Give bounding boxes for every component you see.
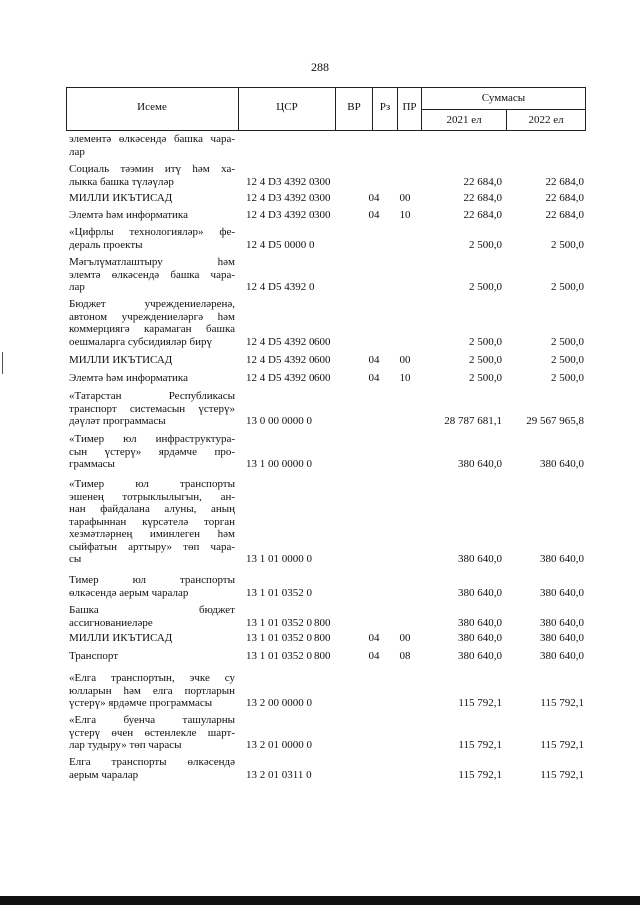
row-name-line: МИЛЛИ ИКЪТИСАД <box>69 354 173 366</box>
row-name <box>69 604 235 629</box>
row-sum-2021: 2 500,0 <box>469 238 502 251</box>
row-sum-2022: 2 500,0 <box>551 335 584 348</box>
table-row <box>0 632 640 645</box>
row-rz: 04 <box>368 209 380 221</box>
row-sum-2022: 380 640,0 <box>540 632 584 644</box>
row-name <box>69 390 235 428</box>
row-name <box>69 354 235 367</box>
row-csr: 12 4 D5 4392 0 <box>246 354 315 366</box>
table-row <box>0 650 640 663</box>
row-name-line: лар <box>69 281 85 293</box>
row-sum-2022: 22 684,0 <box>545 192 584 204</box>
row-name-line: сын үстерү» ярдәмче про- <box>69 445 235 458</box>
row-csr: 12 4 D5 0000 0 <box>246 238 315 251</box>
row-csr: 13 1 01 0352 0 <box>246 632 312 644</box>
row-vr: 800 <box>314 632 331 644</box>
table-row <box>0 714 640 752</box>
row-vr: 300 <box>314 209 331 221</box>
table-row <box>0 209 640 222</box>
row-csr: 13 1 01 0352 0 <box>246 586 312 599</box>
row-rz: 04 <box>368 192 380 204</box>
margin-mark <box>2 352 3 374</box>
header-2022: 2022 ел <box>528 114 564 126</box>
row-name-line: лыкка башка түләүләр <box>69 175 174 188</box>
row-name <box>69 714 235 752</box>
row-name <box>69 756 235 781</box>
row-csr: 12 4 D5 4392 0 <box>246 335 315 348</box>
row-sum-2021: 28 787 681,1 <box>444 415 502 427</box>
row-name <box>69 372 235 385</box>
row-name-line: дераль проекты <box>69 238 143 251</box>
row-name-line: «Тимер юл транспорты <box>69 478 235 490</box>
row-name-line: граммасы <box>69 458 115 470</box>
row-name <box>69 163 235 188</box>
row-sum-2021: 115 792,1 <box>458 739 502 751</box>
row-name-line: Бюджет учреждениеләренә, <box>69 298 235 310</box>
row-sum-2021: 2 500,0 <box>469 281 502 293</box>
row-csr: 13 1 00 0000 0 <box>246 458 312 470</box>
row-name-line: «Елга транспортын, эчке су <box>69 672 235 684</box>
row-sum-2022: 115 792,1 <box>540 697 584 709</box>
row-name-line: элемтә өлкәсендә башка чара- <box>69 268 235 281</box>
row-name-line: юлларын һәм елга портларын <box>69 684 235 697</box>
row-name-line: Елга транспорты өлкәсендә <box>69 756 235 768</box>
page-number: 288 <box>311 60 329 74</box>
row-name <box>69 433 235 471</box>
row-name-line: «Елга буенча ташуларны <box>69 714 235 726</box>
row-name-line: Элемтә һәм информатика <box>69 372 188 384</box>
row-name-line: «Цифрлы технологияләр» фе- <box>69 226 235 238</box>
row-csr: 12 4 D3 4392 0 <box>246 192 315 204</box>
row-vr: 300 <box>314 192 331 204</box>
row-sum-2021: 380 640,0 <box>458 458 502 470</box>
row-sum-2022: 115 792,1 <box>540 768 584 781</box>
row-name <box>69 574 235 599</box>
row-name-line: эшенең тотрыклылыгын, ан- <box>69 490 235 503</box>
row-name-line: хезмәтләрнең иминлеген һәм <box>69 528 235 540</box>
row-name <box>69 133 235 158</box>
row-sum-2021: 380 640,0 <box>458 650 502 662</box>
row-name <box>69 650 235 663</box>
row-csr: 13 2 00 0000 0 <box>246 697 312 709</box>
row-name-line: үстерү» ярдәмче программасы <box>69 697 213 709</box>
table-row <box>0 133 640 158</box>
row-name-line: Башка бюджет <box>69 604 235 616</box>
row-name-line: дәүләт программасы <box>69 415 166 427</box>
row-vr: 300 <box>314 175 331 188</box>
row-name-line: коммерциягә карамаган башка <box>69 323 235 335</box>
row-name <box>69 256 235 294</box>
row-name <box>69 298 235 348</box>
row-sum-2021: 380 640,0 <box>458 616 502 629</box>
table-row <box>0 226 640 251</box>
table-row <box>0 390 640 428</box>
row-name-line: ассигнованиеләре <box>69 616 153 629</box>
row-sum-2022: 380 640,0 <box>540 616 584 629</box>
row-csr: 12 4 D5 4392 0 <box>246 372 315 384</box>
row-name-line: автоном учреждениеләргә һәм <box>69 310 235 323</box>
header-vr: ВР <box>347 101 361 113</box>
row-name-line: Элемтә һәм информатика <box>69 209 188 221</box>
row-sum-2022: 380 640,0 <box>540 650 584 662</box>
row-pr: 10 <box>399 209 411 221</box>
row-name-line: тарафыннан күрсәтелә торган <box>69 515 235 528</box>
row-name-line: үстерү өчен өстенлекле шарт- <box>69 726 235 739</box>
row-name-line: лар <box>69 145 85 158</box>
row-sum-2021: 380 640,0 <box>458 632 502 644</box>
table-row <box>0 372 640 385</box>
row-name-line: сыйфатын арттыру» төп чара- <box>69 540 235 553</box>
row-csr: 13 1 01 0352 0 <box>246 616 312 629</box>
row-sum-2022: 22 684,0 <box>545 209 584 221</box>
table-row <box>0 354 640 367</box>
row-rz: 04 <box>368 354 380 366</box>
row-name-line: МИЛЛИ ИКЪТИСАД <box>69 192 173 204</box>
row-name-line: Транспорт <box>69 650 119 662</box>
table-row <box>0 478 640 566</box>
row-name-line: МИЛЛИ ИКЪТИСАД <box>69 632 173 644</box>
scan-bottom-edge <box>0 896 640 905</box>
row-vr: 800 <box>314 650 331 662</box>
row-csr: 12 4 D3 4392 0 <box>246 175 315 188</box>
row-pr: 08 <box>399 650 411 662</box>
row-vr: 800 <box>314 616 331 629</box>
row-sum-2022: 2 500,0 <box>551 354 584 366</box>
row-sum-2021: 22 684,0 <box>463 175 502 188</box>
row-name <box>69 192 235 205</box>
table-row <box>0 574 640 599</box>
row-name-line: Мәгълүматлаштыру һәм <box>69 256 235 268</box>
row-sum-2021: 2 500,0 <box>469 372 502 384</box>
header-name: Исеме <box>137 101 167 113</box>
row-csr: 13 0 00 0000 0 <box>246 415 312 427</box>
header-pr: ПР <box>402 101 417 113</box>
row-sum-2021: 2 500,0 <box>469 335 502 348</box>
row-sum-2021: 380 640,0 <box>458 553 502 565</box>
row-sum-2021: 22 684,0 <box>463 192 502 204</box>
row-pr: 00 <box>399 632 411 644</box>
row-name-line: өлкәсендә аерым чаралар <box>69 586 189 599</box>
row-name <box>69 632 235 645</box>
table-row <box>0 756 640 781</box>
table-row <box>0 433 640 471</box>
header-sums: Суммасы <box>481 92 526 104</box>
row-name-line: нан файдалана алуны, аның <box>69 503 235 515</box>
header-csr: ЦСР <box>276 101 298 113</box>
row-sum-2021: 115 792,1 <box>458 768 502 781</box>
row-sum-2021: 2 500,0 <box>469 354 502 366</box>
row-name-line: аерым чаралар <box>69 768 139 781</box>
row-name-line: транспорт системасын үстерү» <box>69 402 235 415</box>
row-name-line: «Тимер юл инфраструктура- <box>69 433 235 445</box>
row-sum-2021: 380 640,0 <box>458 586 502 599</box>
row-name <box>69 226 235 251</box>
row-sum-2022: 380 640,0 <box>540 553 584 565</box>
row-name-line: Социаль тәэмин итү һәм ха- <box>69 163 235 175</box>
row-name-line: Тимер юл транспорты <box>69 574 235 586</box>
table-row <box>0 192 640 205</box>
row-rz: 04 <box>368 372 380 384</box>
header-2021: 2021 ел <box>446 114 482 126</box>
row-sum-2022: 29 567 965,8 <box>526 415 584 427</box>
row-sum-2022: 380 640,0 <box>540 458 584 470</box>
row-csr: 13 2 01 0000 0 <box>246 739 312 751</box>
row-vr: 600 <box>314 372 331 384</box>
row-sum-2022: 380 640,0 <box>540 586 584 599</box>
row-rz: 04 <box>368 632 380 644</box>
row-name <box>69 672 235 710</box>
row-sum-2022: 115 792,1 <box>540 739 584 751</box>
row-name-line: элементә өлкәсендә башка чара- <box>69 133 235 145</box>
row-csr: 13 1 01 0352 0 <box>246 650 312 662</box>
row-vr: 600 <box>314 335 331 348</box>
row-sum-2021: 22 684,0 <box>463 209 502 221</box>
row-name-line: «Татарстан Республикасы <box>69 390 235 402</box>
row-sum-2022: 2 500,0 <box>551 281 584 293</box>
row-sum-2022: 2 500,0 <box>551 238 584 251</box>
row-pr: 00 <box>399 354 411 366</box>
row-name-line: оешмаларга субсидияләр бирү <box>69 335 212 348</box>
row-sum-2021: 115 792,1 <box>458 697 502 709</box>
table-row <box>0 298 640 348</box>
row-csr: 12 4 D3 4392 0 <box>246 209 315 221</box>
row-name <box>69 478 235 566</box>
row-pr: 10 <box>399 372 411 384</box>
row-csr: 13 2 01 0311 0 <box>246 768 312 781</box>
row-sum-2022: 2 500,0 <box>551 372 584 384</box>
row-pr: 00 <box>399 192 411 204</box>
row-name-line: лар тудыру» төп чарасы <box>69 739 182 751</box>
row-sum-2022: 22 684,0 <box>545 175 584 188</box>
table-row <box>0 163 640 188</box>
row-csr: 13 1 01 0000 0 <box>246 553 312 565</box>
row-name-line: сы <box>69 553 82 565</box>
header-rz: Рз <box>379 101 391 113</box>
row-name <box>69 209 235 222</box>
table-row <box>0 256 640 294</box>
row-rz: 04 <box>368 650 380 662</box>
row-csr: 12 4 D5 4392 0 <box>246 281 315 293</box>
table-row <box>0 604 640 629</box>
row-vr: 600 <box>314 354 331 366</box>
table-row <box>0 672 640 710</box>
